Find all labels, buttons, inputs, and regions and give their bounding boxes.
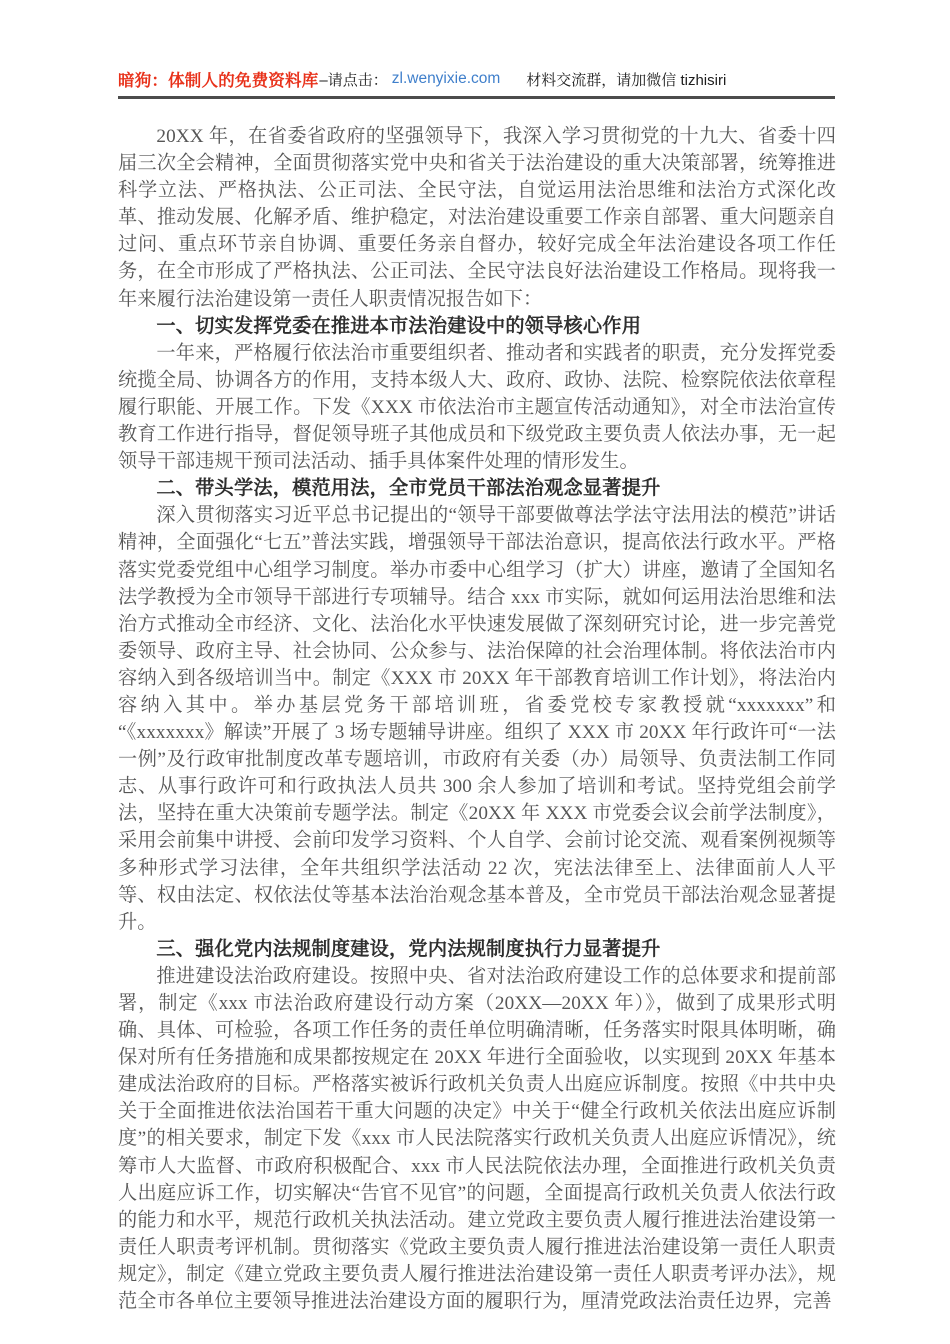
section-heading-1: 一、切实发挥党委在推进本市法治建设中的领导核心作用 — [156, 315, 642, 337]
paragraph-intro: 20XX 年，在省委省政府的坚强领导下，我深入学习贯彻党的十九大、省委十四届三次全会精神，全面贯彻落实党中央和省关于法治建设的重大决策部署，统筹推进科学立法、严格执法、公正司法、全民守法，自觉运用法治思维和法治方式深化改革、推动发展、化解矛盾、维护稳定，对法治建设重要工作亲自部署、重大问题亲自过问、重点环节亲自协调、重要任务亲自督办，较好完成全年法治建设各项工作任务，在全市形成了严格执法、公正司法、全民守法良好法治建设工作格局。现将我一年来履行法治建设第一责任人职责情况报告如下： — [118, 126, 836, 310]
promo-wechat-text: 材料交流群，请加微信 tizhisiri — [526, 71, 727, 89]
document-body — [118, 123, 836, 1315]
section-heading-2: 二、带头学法，模范用法，全市党员干部法治观念显著提升 — [156, 478, 661, 500]
paragraph-section-3: 推进建设法治政府建设。按照中央、省对法治政府建设工作的总体要求和提前部署，制定《xxx 市法治政府建设行动方案（20XX—20XX 年）》，做到了成果形式明确、具体、可检验，各项工作任务的责任单位明确清晰，任务落实时限具体明晰，确保对所有任务措施和成果都按规定在 20XX 年进行全面验收，以实现到 20XX 年基本建成法治政府的目标。严格落实被诉行政机关负责人出庭应诉制度。按照《中共中央关于全面推进依法治国若干重大问题的决定》中关于“健全行政机关依法出庭应诉制度”的相关要求，制定下发《xxx 市人民法院落实行政机关负责人出庭应诉情况》，统筹市人大监督、市政府积极配合、xxx 市人民法院依法办理，全面推进行政机关负责人出庭应诉工作，切实解决“告官不见官”的问题，全面提高行政机关负责人依法行政的能力和水平，规范行政机关执法活动。建立党政主要负责人履行推进法治建设第一责任人职责考评机制。贯彻落实《党政主要负责人履行推进法治建设第一责任人职责规定》，制定《建立党政主要负责人履行推进法治建设第一责任人职责考评办法》，规范全市各单位主要领导推进法治建设方面的履职行为，厘清党政法治责任边界，完善 — [118, 965, 836, 1313]
promo-site-link[interactable]: zl.wenyixie.com — [391, 70, 501, 87]
header-divider — [118, 96, 835, 99]
promo-red-text: 暗狗：体制人的免费资料库 — [118, 72, 319, 90]
section-heading-3: 三、强化党内法规制度建设，党内法规制度执行力显著提升 — [156, 938, 661, 960]
paragraph-section-2: 深入贯彻落实习近平总书记提出的“领导干部要做尊法学法守法用法的模范”讲话精神，全面强化“七五”普法实践，增强领导干部法治意识，提高依法行政水平。严格落实党委党组中心组学习制度。举办市委中心组学习（扩大）讲座，邀请了全国知名法学教授为全市领导干部进行专项辅导。结合 xxx 市实际，就如何运用法治思维和法治方式推动全市经济、文化、法治化水平快速发展做了深刻研究讨论，进一步完善党委领导、政府主导、社会协同、公众参与、法治保障的社会治理体制。将依法治市内容纳入到各级培训当中。制定《XXX 市 20XX 年干部教育培训工作计划》，将法治内容纳入其中。举办基层党务干部培训班，省委党校专家教授就“xxxxxxx”和“《xxxxxxx》解读”开展了 3 场专题辅导讲座。组织了 XXX 市 20XX 年行政许可“一法一例”及行政审批制度改革专题培训，市政府有关委（办）局领导、负责法制工作同志、从事行政许可和行政执法人员共 300 余人参加了培训和考试。坚持党组会前学法，坚持在重大决策前专题学法。制定《20XX 年 XXX 市党委会议会前学法制度》，采用会前集中讲授、会前印发学习资料、个人自学、会前讨论交流、观看案例视频等多种形式学习法律，全年共组织学法活动 22 次，宪法法律至上、法律面前人人平等、权由法定、权依法仗等基本法治治观念基本普及，全市党员干部法治观念显著提升。 — [118, 505, 836, 933]
promo-click-prompt: –请点击： — [319, 71, 388, 89]
promo-banner — [118, 62, 835, 96]
paragraph-section-1: 一年来，严格履行依法治市重要组织者、推动者和实践者的职责，充分发挥党委统揽全局、协调各方的作用，支持本级人大、政府、政协、法院、检察院依法依章程履行职能、开展工作。下发《XXX 市依法治市主题宣传活动通知》，对全市法治宣传教育工作进行指导，督促领导班子其他成员和下级党政主要负责人依法办事，无一起领导干部违规干预司法活动、插手具体案件处理的情形发生。 — [118, 342, 836, 473]
